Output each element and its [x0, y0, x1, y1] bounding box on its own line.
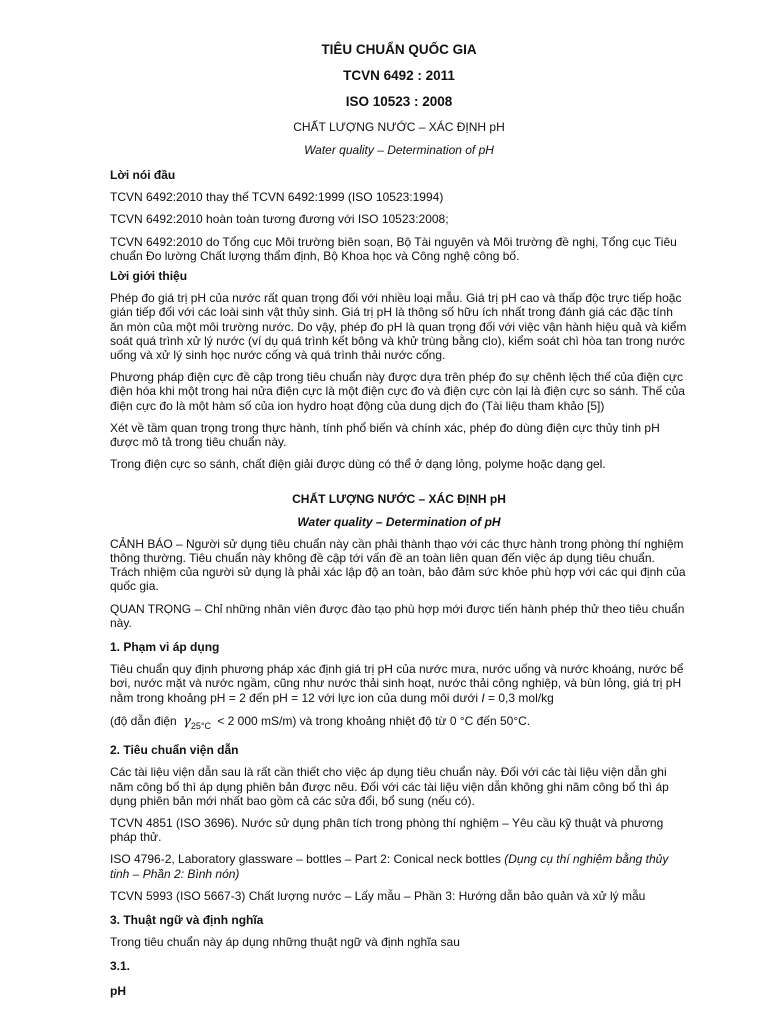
- scope-paragraph: [110, 662, 688, 705]
- conductivity-prefix: (độ dẫn điện: [110, 713, 177, 728]
- warning-paragraph: CẢNH BÁO – Người sử dụng tiêu chuẩn này cần phải thành thạo với các thực hành trong phòng thí nghiệm thông thường. Tiêu chuẩn này không đề cập tới vấn đề an toàn liên quan đến việc áp dụng tiêu chuẩn. Trách nhiệm của người sử dụng là phải xác lập độ an toàn, bảo đảm sức khỏe phù hợp với các qui định của quốc gia.: [110, 536, 686, 594]
- document-subtitle-en: Water quality – Determination of pH: [304, 143, 494, 157]
- terms-heading: 3. Thuật ngữ và định nghĩa: [110, 912, 264, 927]
- reference-iso-4796-2-title: ISO 4796-2, Laboratory glassware – bottles – Part 2: Conical neck bottles: [110, 852, 501, 867]
- introduction-paragraph-4: Trong điện cực so sánh, chất điện giải được dùng có thể ở dạng lỏng, polyme hoặc dạng gel.: [110, 457, 606, 472]
- ionic-strength-symbol: I: [481, 690, 485, 705]
- conductivity-line: [110, 714, 688, 733]
- reference-iso-4796-2-translation: (Dụng cụ thí nghiệm bằng thủy tinh – Phần 2: Bình nón): [110, 852, 669, 881]
- reference-tcvn-5993: TCVN 5993 (ISO 5667-3) Chất lượng nước – Lấy mẫu – Phần 3: Hướng dẫn bảo quản và xử lý mẫu: [110, 888, 646, 903]
- iso-code: ISO 10523 : 2008: [345, 94, 453, 109]
- scope-text: Tiêu chuẩn quy định phương pháp xác định giá trị pH của nước mưa, nước uống và nước khoáng, nước bể bơi, nước mặt và nước ngầm, cũng như nước thải sinh hoạt, nước thải công nghiệp, và bùn lỏng, giá trị pH nằm trong khoảng pH = 2 đến pH = 12 với lực ion của dung môi dưới: [110, 662, 684, 705]
- introduction-paragraph-3: Xét về tầm quan trọng trong thực hành, tính phổ biến và chính xác, phép đo dùng điện cực thủy tinh pH được mô tả trong tiêu chuẩn này.: [110, 420, 660, 450]
- term-number: 3.1.: [110, 959, 131, 974]
- ionic-strength-value: = 0,3 mol/kg: [484, 690, 554, 705]
- introduction-heading: Lời giới thiệu: [110, 269, 188, 284]
- introduction-paragraph-2: Phương pháp điện cực đề cập trong tiêu chuẩn này được dựa trên phép đo sự chênh lệch thế của điện cực điện hóa khi một trong hai nửa điện cực là một điện cực đo và điện cực còn lại là điện cực so sánh. Thế của điện cực đo là một hàm số của ion hydro hoạt động của dung dịch đo (Tài liệu tham khảo [5]): [110, 370, 685, 413]
- scope-heading: 1. Phạm vi áp dụng: [110, 640, 220, 655]
- foreword-paragraph-3: TCVN 6492:2010 do Tổng cục Môi trường biên soạn, Bộ Tài nguyên và Môi trường đề nghị, Tổng cục Tiêu chuẩn Đo lường Chất lượng thẩm định, Bộ Khoa học và Công nghệ công bố.: [110, 234, 677, 263]
- introduction-paragraph-1: Phép đo giá trị pH của nước rất quan trọng đối với nhiều loại mẫu. Giá trị pH cao và thấp độc trực tiếp hoặc gián tiếp đối với các loài sinh vật thủy sinh. Giá trị pH là thông số hữu ích nhất trong đánh giá các đặc tính ăn mòn của một môi trường nước. Do vậy, phép đo pH là quan trọng đối với việc vận hành hiệu quả và kiểm soát quá trình xử lý nước (ví dụ quá trình kết bông và khử trùng bằng clo), kiểm soát chì hòa tan trong nước uống và xử lý sinh học nước cống và quá trình thải nước cống.: [110, 291, 687, 363]
- foreword-heading: Lời nói đầu: [110, 168, 176, 182]
- standard-title: CHẤT LƯỢNG NƯỚC – XÁC ĐỊNH pH: [292, 492, 506, 507]
- document-subtitle: CHẤT LƯỢNG NƯỚC – XÁC ĐỊNH pH: [293, 120, 505, 134]
- term-name: pH: [110, 983, 126, 998]
- reference-iso-4796-2: [110, 852, 688, 880]
- standard-code: TCVN 6492 : 2011: [343, 68, 455, 83]
- document-title: TIÊU CHUẨN QUỐC GIA: [321, 42, 477, 57]
- normative-references-heading: 2. Tiêu chuẩn viện dẫn: [110, 743, 239, 758]
- reference-tcvn-4851: TCVN 4851 (ISO 3696). Nước sử dụng phân tích trong phòng thí nghiệm – Yêu cầu kỹ thuật và phương pháp thử.: [110, 815, 664, 845]
- foreword-paragraph-1: TCVN 6492:2010 thay thế TCVN 6492:1999 (ISO 10523:1994): [110, 190, 444, 205]
- foreword-paragraph-2: TCVN 6492:2010 hoàn toàn tương đương với ISO 10523:2008;: [110, 212, 449, 227]
- normative-references-intro: Các tài liệu viện dẫn sau là rất cần thiết cho việc áp dụng tiêu chuẩn này. Đối với các tài liệu viện dẫn ghi năm công bố thì áp dụng phiên bản được nêu. Đối với các tài liệu viện dẫn không ghi năm công bố thì áp dụng phiên bản mới nhất bao gồm cả các sửa đổi, bổ sung (nếu có).: [110, 765, 669, 808]
- standard-title-en: Water quality – Determination of pH: [297, 514, 501, 529]
- conductivity-suffix: < 2 000 mS/m) và trong khoảng nhiệt độ từ 0 °C đến 50°C.: [217, 713, 531, 728]
- gamma-symbol: γ: [183, 713, 191, 729]
- gamma-subscript: 25°C: [190, 720, 211, 731]
- terms-intro: Trong tiêu chuẩn này áp dụng những thuật ngữ và định nghĩa sau: [110, 935, 460, 950]
- important-paragraph: QUAN TRỌNG – Chỉ những nhân viên được đào tạo phù hợp mới được tiến hành phép thử theo tiêu chuẩn này.: [110, 601, 685, 630]
